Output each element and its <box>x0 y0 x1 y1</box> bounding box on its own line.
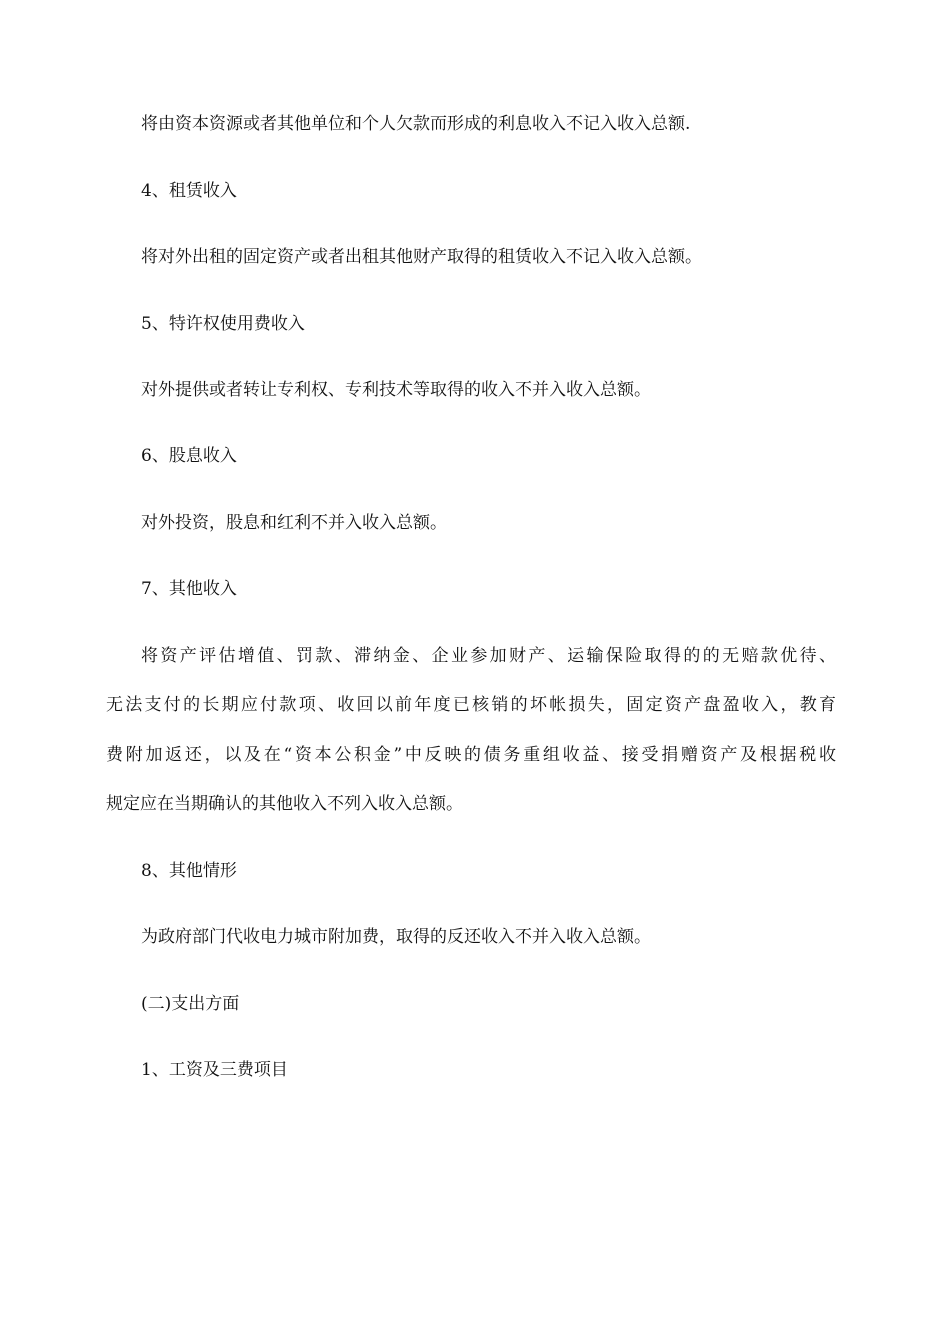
heading-dividend-income: 6、股息收入 <box>141 446 237 466</box>
heading-other-income: 7、其他收入 <box>141 579 237 599</box>
paragraph-dividend-income: 对外投资，股息和红利不并入收入总额。 <box>141 513 447 533</box>
paragraph-rental-income: 将对外出租的固定资产或者出租其他财产取得的租赁收入不记入收入总额。 <box>141 247 702 267</box>
paragraph-other-income-line-2: 无法支付的长期应付款项、收回以前年度已核销的坏帐损失，固定资产盘盈收入，教育 <box>106 695 836 715</box>
paragraph-royalty-income: 对外提供或者转让专利权、专利技术等取得的收入不并入收入总额。 <box>141 380 651 400</box>
paragraph-other-situations: 为政府部门代收电力城市附加费，取得的反还收入不并入收入总额。 <box>141 927 651 947</box>
heading-rental-income: 4、租赁收入 <box>141 181 237 201</box>
paragraph-other-income-line-3: 费附加返还，以及在“资本公积金”中反映的债务重组收益、接受捐赠资产及根据税收 <box>106 745 836 765</box>
heading-other-situations: 8、其他情形 <box>141 861 237 881</box>
heading-expenditure: (二)支出方面 <box>141 994 240 1014</box>
paragraph-other-income-line-4: 规定应在当期确认的其他收入不列入收入总额。 <box>106 794 463 814</box>
heading-royalty-income: 5、特许权使用费收入 <box>141 314 305 334</box>
paragraph-other-income-line-1: 将资产评估增值、罚款、滞纳金、企业参加财产、运输保险取得的的无赔款优待、 <box>141 646 836 666</box>
heading-wages-and-three-fees: 1、工资及三费项目 <box>141 1060 288 1080</box>
paragraph-interest-income: 将由资本资源或者其他单位和个人欠款而形成的利息收入不记入收入总额. <box>141 114 691 134</box>
